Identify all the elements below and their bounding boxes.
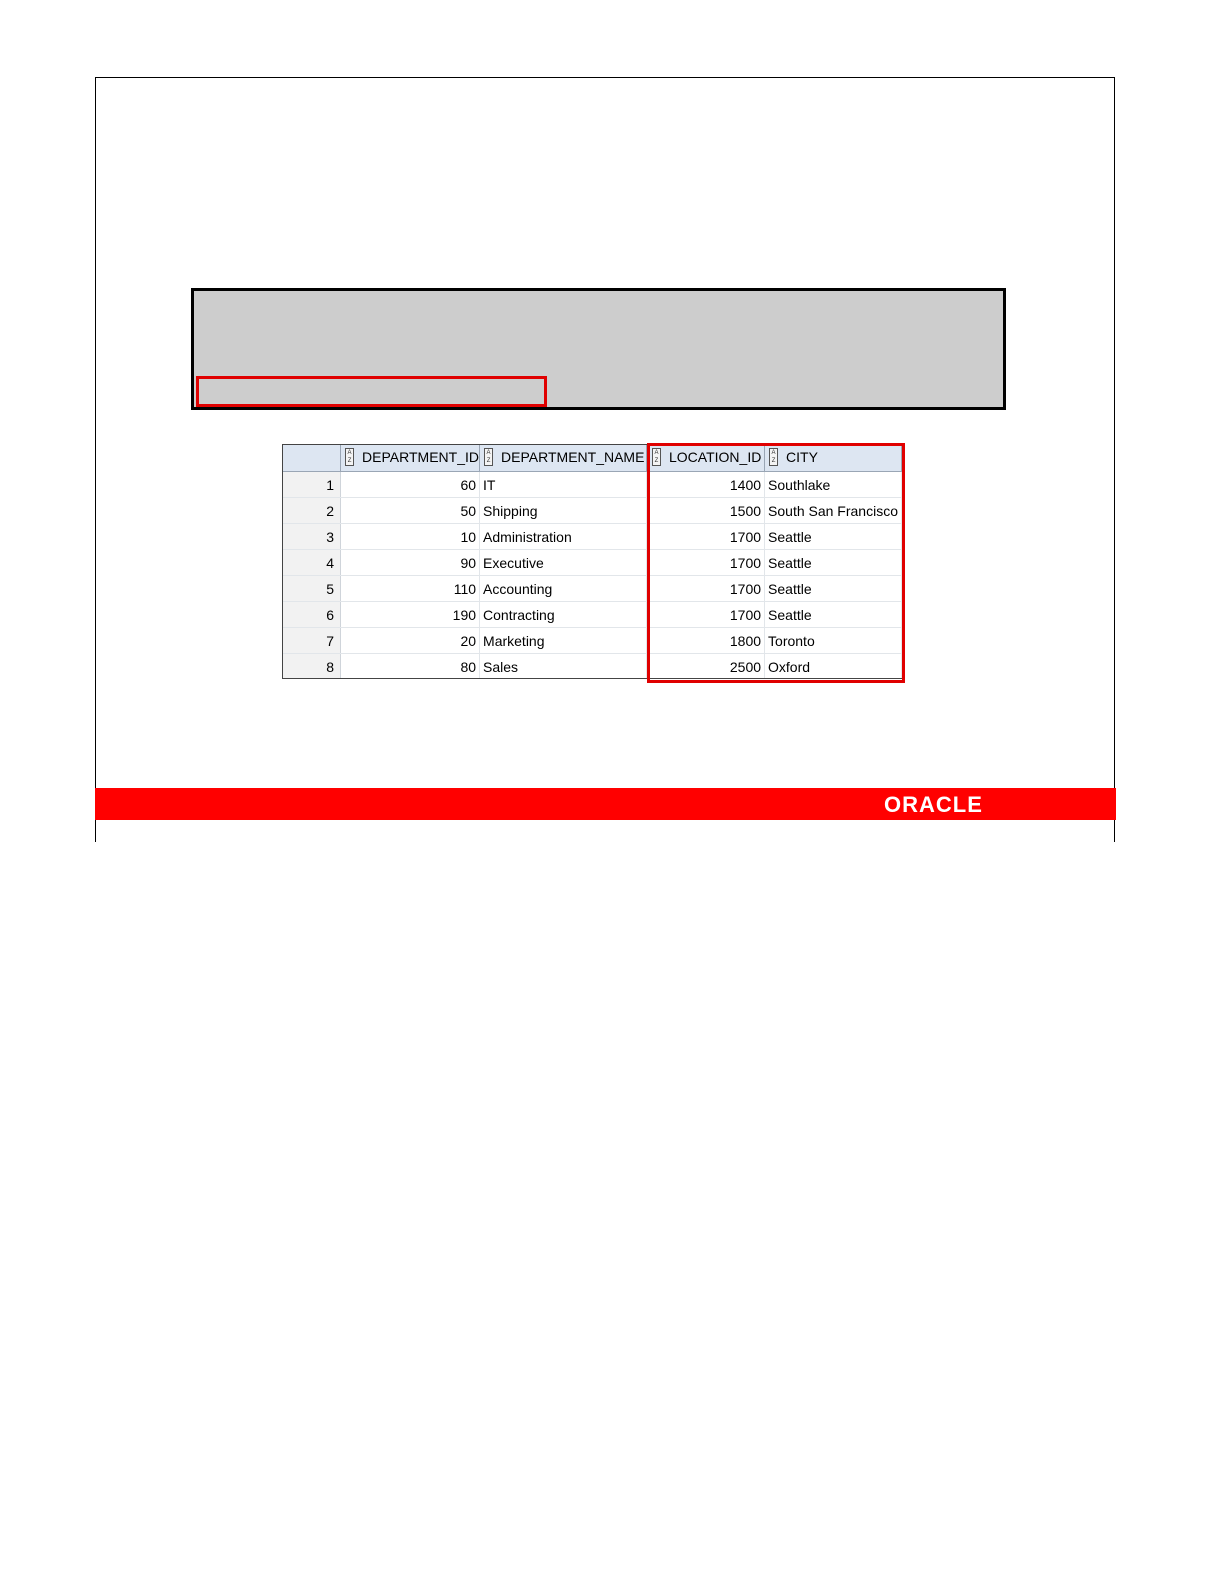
table-row[interactable] <box>648 576 902 602</box>
row-number-header <box>283 445 341 472</box>
table-row[interactable] <box>648 654 902 680</box>
sort-icon[interactable]: A Z <box>652 448 661 466</box>
table-row[interactable] <box>283 498 647 524</box>
column-header-label: DEPARTMENT_ID <box>362 448 479 465</box>
result-grid <box>282 444 648 679</box>
column-header-label: DEPARTMENT_NAME <box>501 448 645 465</box>
cell-department-id[interactable]: 80 <box>341 654 480 680</box>
cell-city[interactable]: Oxford <box>765 654 902 680</box>
cell-department-id[interactable]: 90 <box>341 550 480 576</box>
table-row[interactable] <box>648 524 902 550</box>
oracle-logo-text: ORACLE <box>884 792 983 816</box>
cell-department-id[interactable]: 190 <box>341 602 480 628</box>
cell-location-id[interactable]: 1700 <box>648 576 765 602</box>
table-row[interactable] <box>648 628 902 654</box>
column-header-label: CITY <box>786 448 818 465</box>
column-header-label: LOCATION_ID <box>669 448 762 465</box>
cell-location-id[interactable]: 1800 <box>648 628 765 654</box>
table-row[interactable] <box>648 602 902 628</box>
row-number: 7 <box>283 628 341 654</box>
cell-department-name[interactable]: Contracting <box>480 602 647 628</box>
cell-department-name[interactable]: IT <box>480 472 647 498</box>
row-number: 4 <box>283 550 341 576</box>
cell-city[interactable]: South San Francisco <box>765 498 902 524</box>
cell-city[interactable]: Seattle <box>765 524 902 550</box>
sql-highlight-box <box>196 376 547 407</box>
table-row[interactable] <box>283 472 647 498</box>
row-number: 8 <box>283 654 341 680</box>
cell-department-name[interactable]: Accounting <box>480 576 647 602</box>
cell-department-id[interactable]: 20 <box>341 628 480 654</box>
cell-department-name[interactable]: Sales <box>480 654 647 680</box>
cell-location-id[interactable]: 1700 <box>648 602 765 628</box>
column-header-location-id[interactable] <box>648 445 765 472</box>
cell-department-id[interactable]: 50 <box>341 498 480 524</box>
cell-location-id[interactable]: 1700 <box>648 524 765 550</box>
table-row[interactable] <box>648 472 902 498</box>
result-table-left <box>283 445 647 679</box>
result-table-right <box>648 445 902 679</box>
cell-location-id[interactable]: 1500 <box>648 498 765 524</box>
column-header-department-name[interactable] <box>480 445 647 472</box>
row-number: 1 <box>283 472 341 498</box>
row-number: 3 <box>283 524 341 550</box>
cell-department-id[interactable]: 110 <box>341 576 480 602</box>
result-grid-right <box>648 444 902 679</box>
table-row[interactable] <box>283 576 647 602</box>
cell-location-id[interactable]: 1400 <box>648 472 765 498</box>
cell-department-name[interactable]: Administration <box>480 524 647 550</box>
table-row[interactable] <box>283 602 647 628</box>
cell-location-id[interactable]: 2500 <box>648 654 765 680</box>
sort-icon[interactable]: A Z <box>345 448 354 466</box>
column-header-department-id[interactable] <box>341 445 480 472</box>
cell-city[interactable]: Seattle <box>765 576 902 602</box>
table-row[interactable] <box>283 628 647 654</box>
cell-department-name[interactable]: Marketing <box>480 628 647 654</box>
table-row[interactable] <box>283 524 647 550</box>
cell-department-name[interactable]: Executive <box>480 550 647 576</box>
cell-department-id[interactable]: 10 <box>341 524 480 550</box>
row-number: 5 <box>283 576 341 602</box>
table-row[interactable] <box>283 654 647 680</box>
cell-city[interactable]: Seattle <box>765 550 902 576</box>
cell-city[interactable]: Toronto <box>765 628 902 654</box>
row-number: 6 <box>283 602 341 628</box>
cell-city[interactable]: Seattle <box>765 602 902 628</box>
row-number: 2 <box>283 498 341 524</box>
sort-icon[interactable]: A Z <box>484 448 493 466</box>
oracle-logo <box>884 792 1012 816</box>
column-header-city[interactable] <box>765 445 902 472</box>
table-row[interactable] <box>648 550 902 576</box>
sort-icon[interactable]: A Z <box>769 448 778 466</box>
cell-city[interactable]: Southlake <box>765 472 902 498</box>
cell-location-id[interactable]: 1700 <box>648 550 765 576</box>
cell-department-name[interactable]: Shipping <box>480 498 647 524</box>
table-row[interactable] <box>283 550 647 576</box>
table-row[interactable] <box>648 498 902 524</box>
cell-department-id[interactable]: 60 <box>341 472 480 498</box>
